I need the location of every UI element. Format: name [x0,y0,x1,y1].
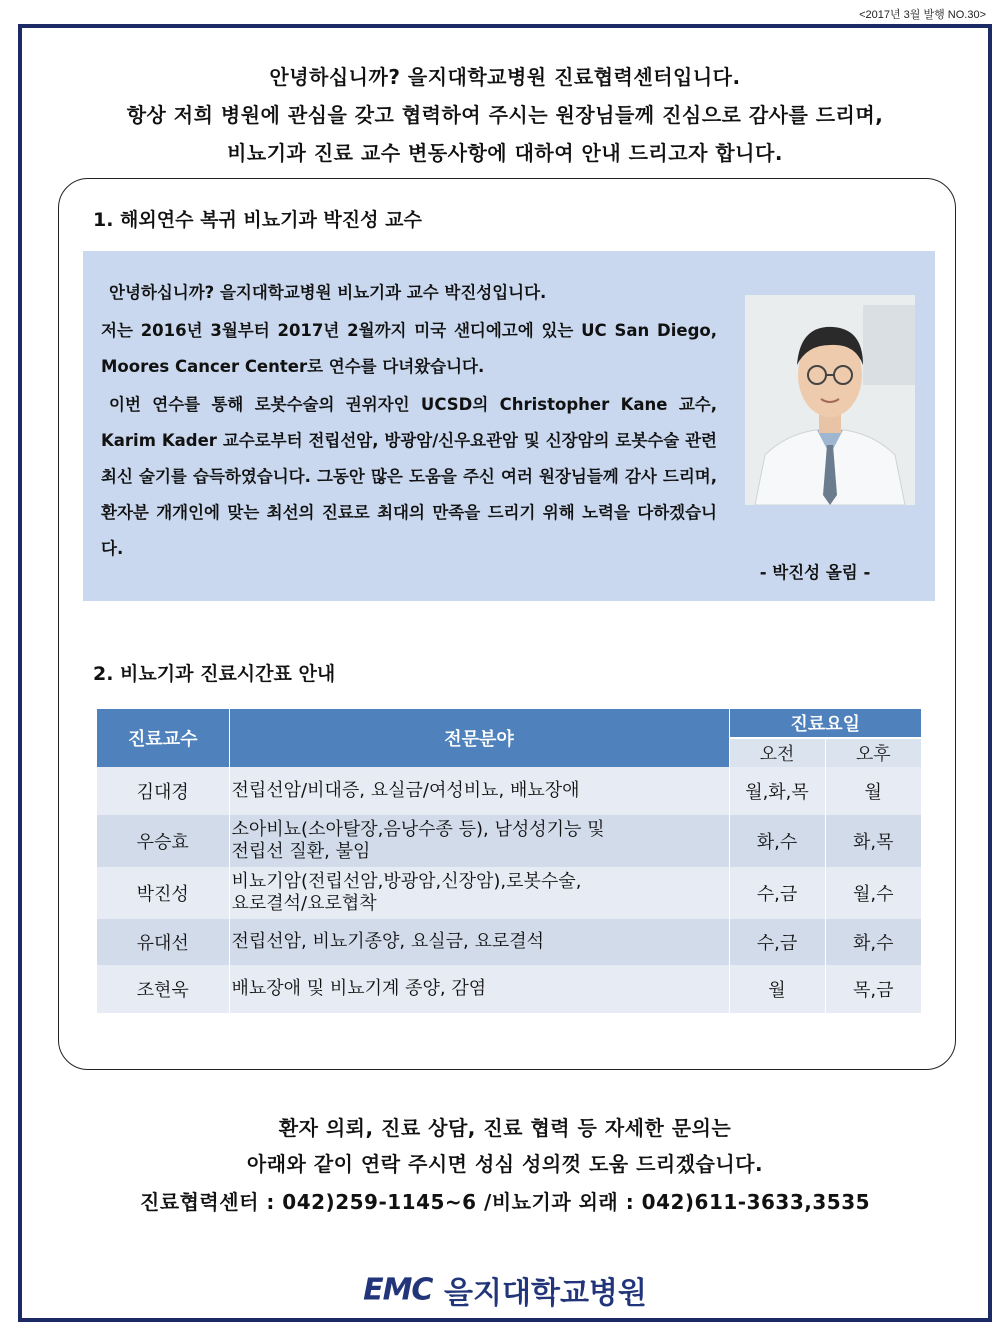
specialty: 전립선암, 비뇨기종양, 요실금, 요로결석 [229,919,729,965]
am-days: 수,금 [729,919,825,965]
professor-letter [101,275,717,569]
emc-logo-mark: EMC [363,1272,433,1308]
doctor-name: 유대선 [97,919,229,965]
pm-days: 화,수 [825,919,921,965]
intro-line: 항상 저희 병원에 관심을 갖고 협력하여 주시는 원장님들께 진심으로 감사를 드리며, [126,103,884,127]
professor-portrait-illustration [745,295,915,505]
table-row [97,767,921,815]
page-frame [18,24,992,1322]
specialty: 비뇨기암(전립선암,방광암,신장암),로봇수술, 요로결석/요로협착 [229,867,729,919]
professor-letter-box [83,251,935,601]
phone-numbers: 진료협력센터 : 042)259-1145~6 /비뇨기과 외래 : 042)611-3633,3535 [139,1190,871,1214]
header-days: 진료요일 [729,709,921,738]
intro-line: 안녕하십니까? 을지대학교병원 진료협력센터입니다. [269,65,741,89]
doctor-name: 조현욱 [97,965,229,1013]
clinic-schedule-table [97,709,921,1013]
intro-line: 비뇨기과 진료 교수 변동사항에 대하여 안내 드리고자 합니다. [227,141,783,165]
header-doctor: 진료교수 [97,709,229,767]
table-row [97,965,921,1013]
letter-paragraph: 저는 2016년 3월부터 2017년 2월까지 미국 샌디에고에 있는 UC San Diego, Moores Cancer Center로 연수를 다녀왔습니다. [101,321,717,376]
content-panel [58,178,956,1070]
table-row [97,919,921,965]
table-row [97,815,921,867]
pm-days: 월,수 [825,867,921,919]
hospital-logo [22,1268,988,1312]
contact-text [22,1110,988,1182]
contact-line: 환자 의뢰, 진료 상담, 진료 협력 등 자세한 문의는 [278,1116,732,1140]
intro-text [22,58,988,172]
letter-paragraph: 이번 연수를 통해 로봇수술의 권위자인 UCSD의 Christopher Kane 교수, Karim Kader 교수로부터 전립선암, 방광암/신우요관암 및 신장암의 로봇수술 관련 최신 술기를 습득하였습니다. 그동안 많은 도움을 주신 여러 원장님들께 감사 드리며, 환자분 개개인에 맞는 최선의 진료로 최대의 만족을 드리기 위해 노력을 다하겠습니다. [101,395,717,558]
header-specialty: 전문분야 [229,709,729,767]
pm-days: 월 [825,767,921,815]
hospital-name: 을지대학교병원 [444,1276,647,1311]
specialty: 전립선암/비대증, 요실금/여성비뇨, 배뇨장애 [229,767,729,815]
section2-title: 2. 비뇨기과 진료시간표 안내 [93,663,336,685]
header-pm: 오후 [825,738,921,767]
specialty: 배뇨장애 및 비뇨기계 종양, 감염 [229,965,729,1013]
doctor-name: 김대경 [97,767,229,815]
doctor-name: 박진성 [97,867,229,919]
doctor-name: 우승효 [97,815,229,867]
am-days: 월 [729,965,825,1013]
professor-photo [745,295,915,505]
contact-line: 아래와 같이 연락 주시면 성심 성의껏 도움 드리겠습니다. [246,1152,764,1176]
table-row [97,867,921,919]
pm-days: 화,목 [825,815,921,867]
letter-paragraph: 안녕하십니까? 을지대학교병원 비뇨기과 교수 박진성입니다. [109,283,547,302]
issue-number: <2017년 3월 발행 NO.30> [859,9,986,21]
section1-title: 1. 해외연수 복귀 비뇨기과 박진성 교수 [93,209,422,231]
pm-days: 목,금 [825,965,921,1013]
specialty: 소아비뇨(소아탈장,음낭수종 등), 남성성기능 및 전립선 질환, 불임 [229,815,729,867]
am-days: 수,금 [729,867,825,919]
signature: - 박진성 올림 - [759,563,871,582]
am-days: 화,수 [729,815,825,867]
am-days: 월,화,목 [729,767,825,815]
header-am: 오전 [729,738,825,767]
